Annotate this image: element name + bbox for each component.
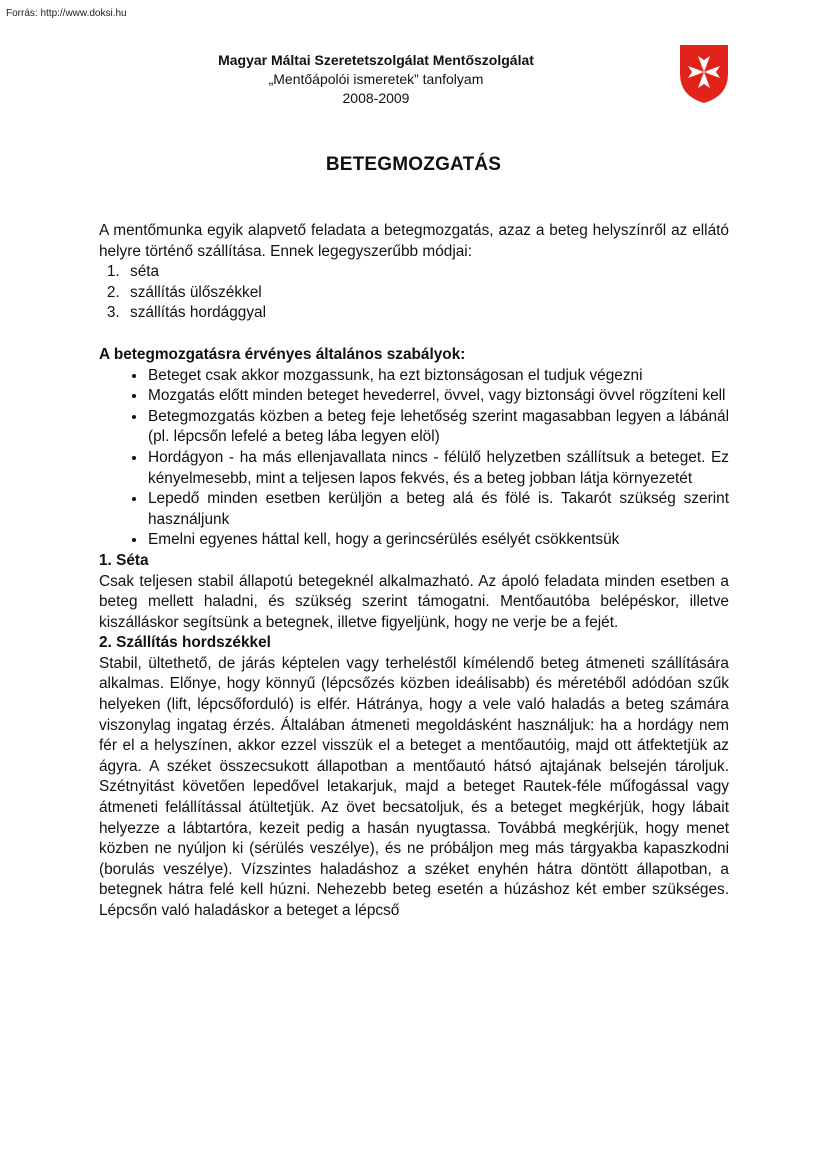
section-heading-seta: 1. Séta xyxy=(99,551,149,569)
list-item: • Beteget csak akkor mozgassunk, ha ezt biztonságosan el tudjuk végezni xyxy=(147,366,729,387)
list-item: • Hordágyon - ha más ellenjavallata nincs - félülő helyzetben szállítsuk a beteget. Ez kényelmesebb, mint a teljesen lapos fekvés, és a beteg jobban látja környezetét xyxy=(147,448,729,489)
rules-list xyxy=(99,366,729,551)
document-header xyxy=(150,51,602,108)
list-item: • Betegmozgatás közben a beteg feje lehetőség szerint magasabban legyen a lábánál (pl. lépcsőn lefelé a beteg lába legyen elöl) xyxy=(147,407,729,448)
course-name: „Mentőápolói ismeretek” tanfolyam xyxy=(268,71,484,87)
methods-list xyxy=(99,262,729,324)
section-heading-hordszek: 2. Szállítás hordszékkel xyxy=(99,634,271,652)
section-text-seta: Csak teljesen stabil állapotú betegeknél alkalmazható. Az ápoló feladata minden esetben a beteg mellett haladni, és szükség szerint támogatni. Mentőautóba belépéskor, illetve kiszálláskor segítsünk a betegnek, illetve figyeljünk, hogy ne verje be a fejét. xyxy=(99,572,729,631)
list-item: 1. séta xyxy=(124,262,729,283)
document-body xyxy=(99,221,729,922)
document-title: BETEGMOZGATÁS xyxy=(325,154,502,175)
intro-paragraph: A mentőmunka egyik alapvető feladata a betegmozgatás, azaz a beteg helyszínről az ellátó helyre történő szállítása. Ennek legegyszerűbb módjai: xyxy=(99,222,729,260)
list-item: 2. szállítás ülőszékkel xyxy=(124,283,729,304)
list-item: • Lepedő minden esetben kerüljön a beteg alá és fölé is. Takarót szükség szerint használjunk xyxy=(147,489,729,530)
section-text-hordszek: Stabil, ültethető, de járás képtelen vagy terheléstől kímélendő beteg átmeneti szállítására alkalmas. Előnye, hogy könnyű (lépcsőzés közben ideálisabb) és méretéből adódóan szűk helyeken (lift, lépcsőforduló) is elfér. Hátránya, hogy a vele való haladás a beteg számára viszonylag ingatag érzés. Általában átmeneti megoldásként használjuk: ha a hordágy nem fér el a helyszínen, akkor ezzel visszük el a beteget a mentőautóig, majd ott átfektetjük az ágyra. A széket összecsukott állapotban a mentőautó hátsó ajtajának belsején tároljuk. Szétnyitást követően lepedővel letakarjuk, majd a beteget Rautek-féle műfogással vagy átmeneti felállítással átültetjük. Az övet becsatoljuk, és a beteget megkérjük, hogy lábait helyezze a lábtartóra, kezeit pedig a hasán nyugtassa. Továbbá megkérjük, hogy menet közben ne nyúljon ki (sérülés veszélye), és ne próbáljon meg más tárgyakba kapaszkodni (borulás veszélye). Vízszintes haladáshoz a széket enyhén hátra döntött állapotban, a betegnek hátra felé kell húzni. Nehezebb beteg esetén a húzáshoz két ember szükséges. Lépcsőn való haladáskor a beteget a lépcső xyxy=(99,654,729,919)
list-item: 3. szállítás hordággyal xyxy=(124,303,729,324)
list-item: • Emelni egyenes háttal kell, hogy a gerincsérülés esélyét csökkentsük xyxy=(147,530,729,551)
source-label: Forrás: http://www.doksi.hu xyxy=(6,8,127,19)
organization-name: Magyar Máltai Szeretetszolgálat Mentőszolgálat xyxy=(218,52,534,68)
course-year: 2008-2009 xyxy=(342,90,410,106)
rules-heading: A betegmozgatásra érvényes általános szabályok: xyxy=(99,345,466,363)
list-item: • Mozgatás előtt minden beteget hevederrel, övvel, vagy biztonsági övvel rögzíteni kell xyxy=(147,386,729,407)
maltese-shield-logo xyxy=(679,44,729,104)
